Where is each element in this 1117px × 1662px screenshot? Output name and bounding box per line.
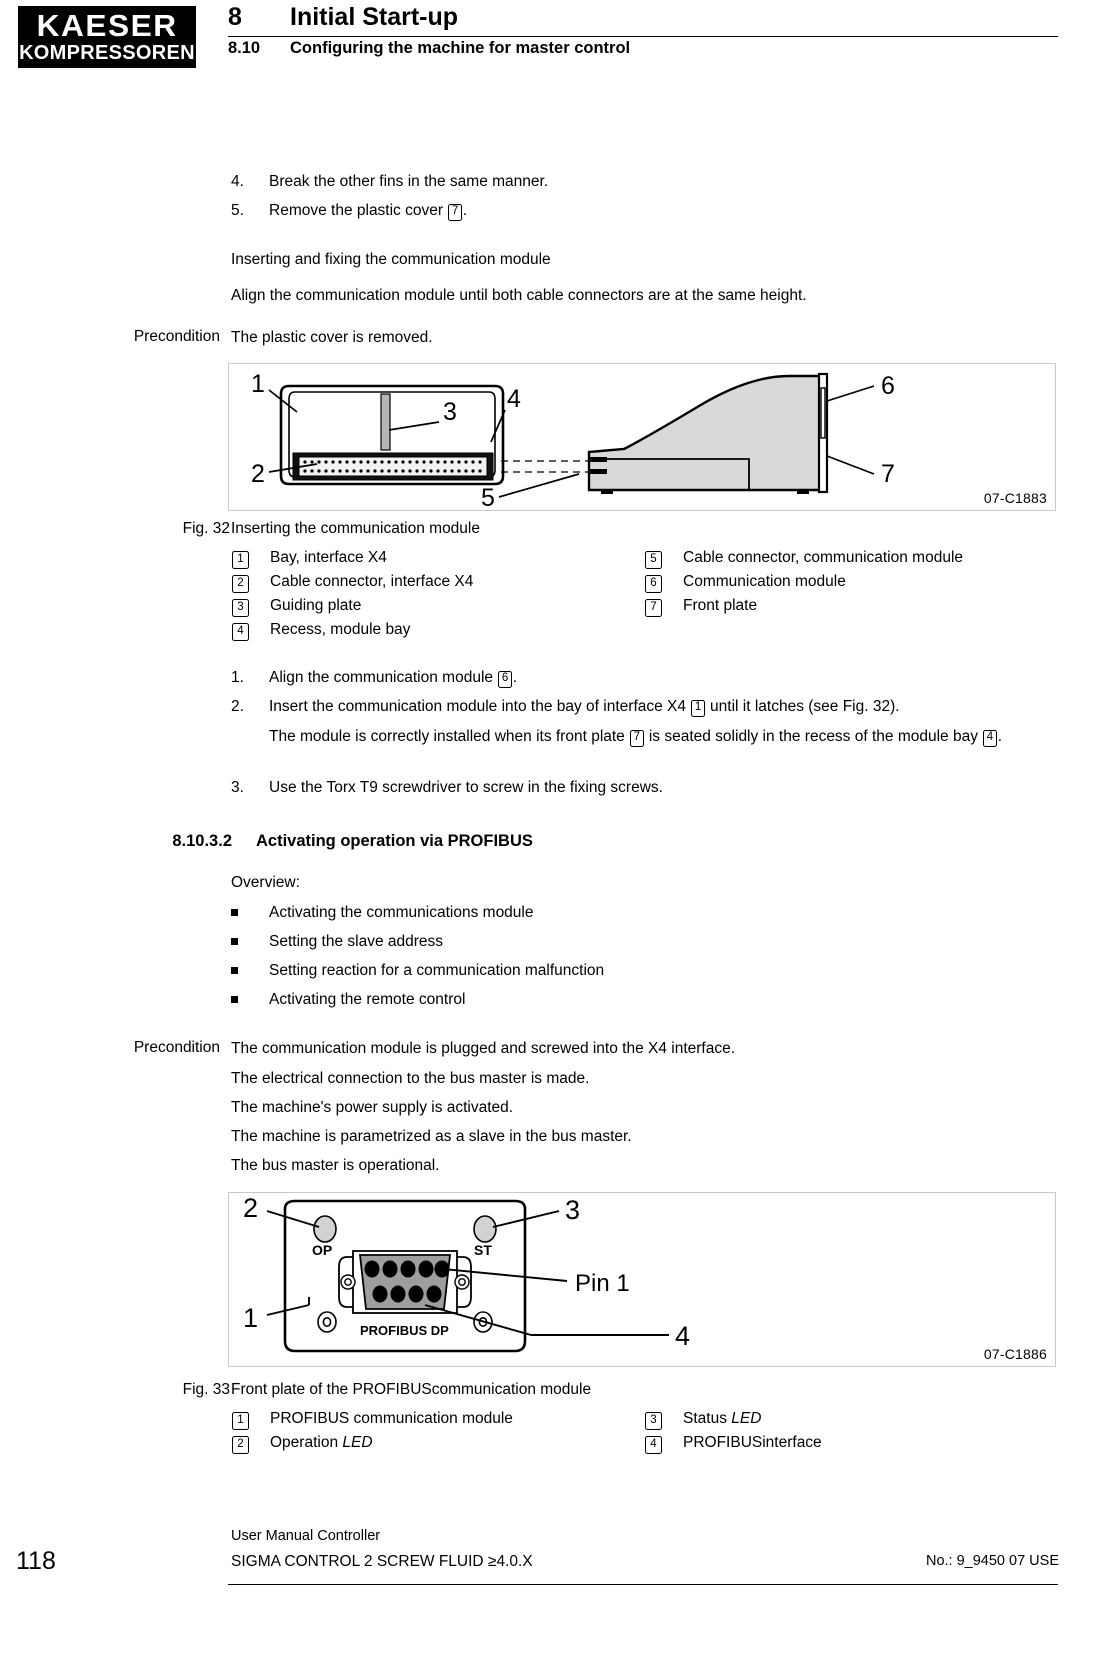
step-number: 1. [231,669,244,686]
step-item-insert-module [231,698,1059,718]
legend-item [645,597,757,615]
legend-label: Communication module [683,573,846,590]
step-item-torx-screwdriver [231,779,1059,797]
legend-item [645,573,846,591]
st-label: ST [474,1242,492,1258]
logo-brand-subtitle: KOMPRESSOREN [19,42,195,64]
figure-33-label: Fig. 33 [182,1381,230,1398]
callout-3: 3 [443,398,457,426]
page-number: 118 [16,1547,56,1575]
step-text-fragment: . [997,728,1002,745]
legend-key: 7 [645,599,662,617]
footer-product-name: SIGMA CONTROL 2 SCREW FLUID ≥4.0.X [231,1553,533,1570]
legend-label [683,1434,822,1452]
callout-5: 5 [481,484,495,510]
step-text-fragment: Align the communication module [269,669,498,686]
precondition-text-1: The plastic cover is removed. [231,329,433,346]
legend-key: 6 [645,575,662,593]
figure-32-drawing [229,364,1055,510]
legend-label [683,1410,761,1428]
overview-bullet-label: Activating the remote control [269,991,466,1008]
callout-3: 3 [565,1195,581,1225]
legend-label-text: Operation [270,1434,343,1451]
legend-item [645,1434,822,1452]
legend-label [270,1410,513,1428]
legend-label: Recess, module bay [270,621,411,638]
legend-item [645,1410,761,1428]
legend-key: 1 [232,1412,249,1430]
step-item-4 [231,173,1059,191]
overview-bullet-item [231,904,534,922]
step-text-fragment: is seated solidly in the recess of the module bay [644,728,983,745]
logo-brand-name: KAESER [36,8,178,43]
legend-key: 1 [232,551,249,569]
footer-manual-type: User Manual Controller [231,1528,381,1544]
legend-key: 3 [232,599,249,617]
overview-bullet-item [231,991,465,1009]
figure-33-drawing [229,1193,1055,1366]
overview-bullet-item [231,962,604,980]
callout-6: 6 [881,372,895,400]
reference-callout: 1 [691,700,704,717]
precondition-line: The bus master is operational. [231,1157,440,1174]
figure-32-caption-text: Inserting the communication module [231,520,480,537]
step-number: 4. [231,173,244,190]
bullet-square-icon [231,996,238,1003]
legend-item [645,549,963,567]
legend-key: 4 [232,623,249,641]
figure-32-label: Fig. 32 [182,520,230,537]
legend-label-italic: LED [342,1434,373,1451]
profibus-dp-label: PROFIBUS DP [360,1323,449,1338]
legend-item [232,1410,513,1428]
callout-4: 4 [507,385,521,413]
bullet-square-icon [231,909,238,916]
subsection-number: 8.10.3.2 [172,832,232,850]
chapter-heading [228,3,1058,32]
precondition-line: The communication module is plugged and screwed into the X4 interface. [231,1040,736,1057]
legend-label: Guiding plate [270,597,362,614]
precondition-line: The machine is parametrized as a slave in the bus master. [231,1128,632,1145]
step-text-before: Remove the plastic cover [269,202,448,219]
overview-bullet-label: Activating the communications module [269,904,534,921]
legend-label: Cable connector, interface X4 [270,573,474,590]
callout-4: 4 [675,1321,691,1351]
step-text [269,669,1059,689]
step-text-after: . [462,202,468,219]
legend-item [232,597,361,615]
legend-key: 4 [645,1436,662,1454]
legend-label-text: PROFIBUSinterface [683,1434,822,1451]
reference-callout: 6 [498,671,511,688]
overview-bullet-label: Setting the slave address [269,933,444,950]
callout-2: 2 [251,460,265,488]
step-item-align-module [231,669,1059,689]
subsection-title: Activating operation via PROFIBUS [256,832,533,850]
step-text: Use the Torx T9 screwdriver to screw in the fixing screws. [269,779,663,796]
precondition-label-2: Precondition [133,1039,220,1056]
kaeser-logo [18,6,196,68]
header-divider [228,36,1058,37]
legend-label: Cable connector, communication module [683,549,964,566]
op-label: OP [312,1242,333,1258]
operation-led [314,1216,336,1242]
legend-label-italic: LED [731,1410,762,1427]
figure-32-code: 07-C1883 [983,490,1047,506]
figure-33-code: 07-C1886 [983,1346,1047,1362]
step-number: 3. [231,779,244,796]
legend-item [232,1434,373,1452]
figure-33 [228,1192,1056,1367]
pin1-label: Pin 1 [575,1270,630,1297]
step-text-fragment: . [512,669,518,686]
figure-33-caption-text: Front plate of the PROFIBUScommunication module [231,1381,592,1398]
legend-item [232,573,473,591]
overview-label: Overview: [231,874,300,891]
section-number: 8.10 [228,39,261,57]
section-title: Configuring the machine for master control [290,39,631,57]
overview-bullet-item [231,933,443,951]
callout-7: 7 [881,460,895,488]
legend-item [232,621,410,639]
figure-32 [228,363,1056,511]
precondition-line: The electrical connection to the bus master is made. [231,1070,590,1087]
step-item-5 [231,202,1059,222]
chapter-number: 8 [228,3,242,31]
status-led [474,1216,496,1242]
step-text-fragment: until it latches (see Fig. 32). [705,698,900,715]
step-text [269,202,1059,222]
reference-callout: 4 [983,730,996,747]
legend-label-text: PROFIBUS communication module [270,1410,513,1427]
legend-key: 2 [232,575,249,593]
footer-document-number: No.: 9_9450 07 USE [925,1553,1059,1569]
legend-label: Bay, interface X4 [270,549,387,566]
legend-item [232,549,387,567]
section-heading [228,39,1058,58]
callout-1: 1 [243,1303,259,1333]
step-text-fragment: The module is correctly installed when its front plate [269,728,630,745]
callout-2: 2 [243,1193,259,1223]
precondition-label-1: Precondition [133,328,220,345]
step-continuation-text [269,726,1059,748]
overview-bullet-label: Setting reaction for a communication malfunction [269,962,605,979]
step-number: 2. [231,698,244,715]
bullet-square-icon [231,938,238,945]
step-text [269,698,1059,718]
legend-label [270,1434,373,1452]
reference-callout: 7 [448,204,461,221]
step-text-fragment: Insert the communication module into the bay of interface X4 [269,698,691,715]
legend-label-text: Status [683,1410,732,1427]
chapter-title: Initial Start-up [290,3,459,31]
legend-key: 3 [645,1412,662,1430]
legend-key: 2 [232,1436,249,1454]
legend-key: 5 [645,551,662,569]
bullet-square-icon [231,967,238,974]
callout-1: 1 [251,370,265,398]
step-number: 5. [231,202,244,219]
intro-heading: Inserting and fixing the communication module [231,251,551,268]
step-text: Break the other fins in the same manner. [269,173,549,190]
intro-paragraph: Align the communication module until both cable connectors are at the same height. [231,287,807,304]
reference-callout: 7 [630,730,643,747]
precondition-line: The machine's power supply is activated. [231,1099,514,1116]
footer-divider [228,1584,1058,1585]
page-header [0,0,1117,78]
legend-label: Front plate [683,597,758,614]
